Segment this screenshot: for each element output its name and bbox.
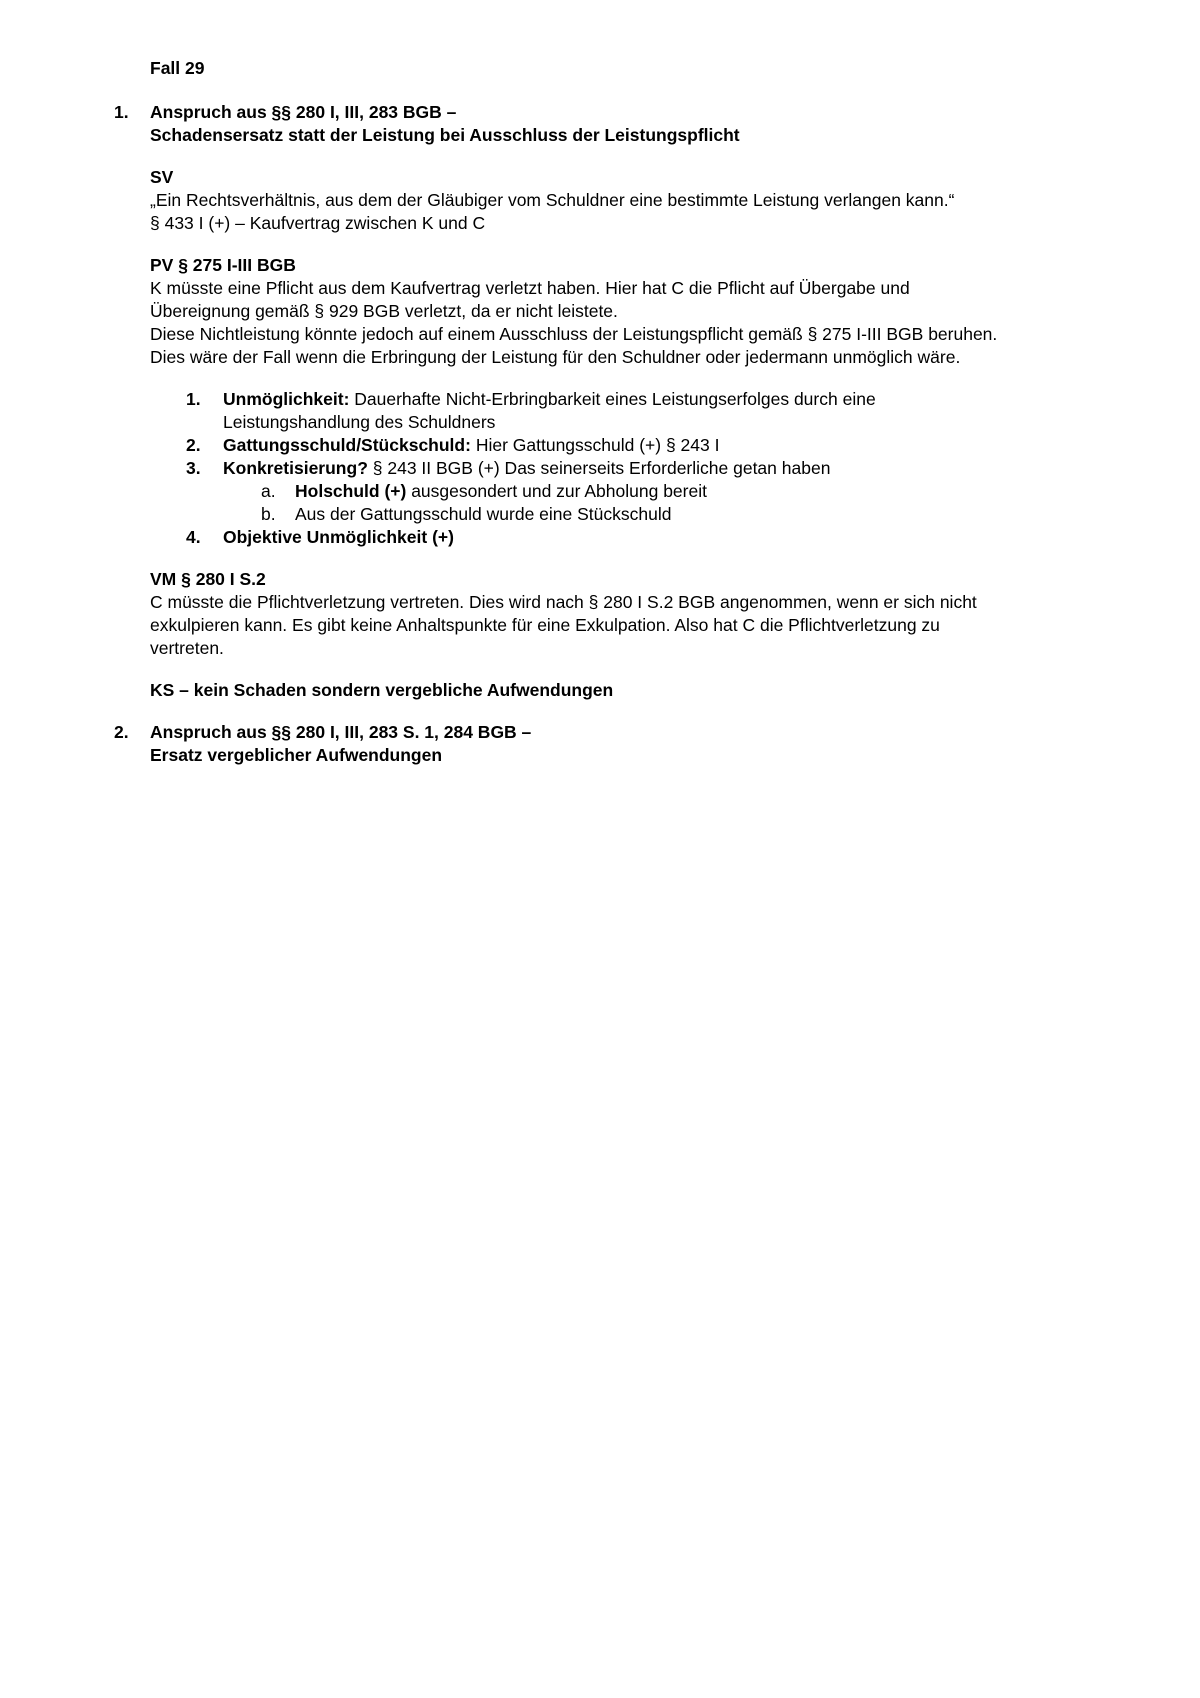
claim2-heading <box>0 721 1200 744</box>
list-item-number: 3. <box>186 458 201 478</box>
list-item-number: 1. <box>186 389 201 409</box>
list-item-continuation: Leistungshandlung des Schuldners <box>223 412 496 432</box>
pv-heading: PV § 275 I-III BGB <box>150 255 296 275</box>
claim2-number: 2. <box>114 722 129 742</box>
list-item-label: Objektive Unmöglichkeit (+) <box>223 527 454 547</box>
vm-heading: VM § 280 I S.2 <box>150 569 266 589</box>
sv-line: § 433 I (+) – Kaufvertrag zwischen K und C <box>150 213 486 233</box>
claim1-heading <box>0 101 1200 124</box>
list-item-text: Hier Gattungsschuld (+) § 243 I <box>470 435 720 455</box>
sublist-item-letter: b. <box>261 504 276 524</box>
list-item <box>0 526 1200 549</box>
document-body <box>0 57 1200 767</box>
claim1-subheading: Schadensersatz statt der Leistung bei Ausschluss der Leistungspflicht <box>150 125 740 145</box>
list-item-text: § 243 II BGB (+) Das seinerseits Erforderliche getan haben <box>367 458 831 478</box>
list-item-label: Konkretisierung? <box>223 458 368 478</box>
sublist-item <box>0 503 1200 526</box>
claim2-subheading: Ersatz vergeblicher Aufwendungen <box>150 745 443 765</box>
pv-line: Dies wäre der Fall wenn die Erbringung der Leistung für den Schuldner oder jedermann unmöglich wäre. <box>150 347 961 367</box>
vm-line: vertreten. <box>150 638 224 658</box>
vm-line: C müsste die Pflichtverletzung vertreten. Dies wird nach § 280 I S.2 BGB angenommen, wenn er sich nicht <box>150 592 977 612</box>
sublist-item-text: Aus der Gattungsschuld wurde eine Stückschuld <box>295 504 672 524</box>
sv-line: „Ein Rechtsverhältnis, aus dem der Gläubiger vom Schuldner eine bestimmte Leistung verlangen kann.“ <box>150 190 955 210</box>
sublist-item-letter: a. <box>261 481 276 501</box>
sublist-item-text: ausgesondert und zur Abholung bereit <box>406 481 707 501</box>
list-item-number: 2. <box>186 435 201 455</box>
list-item-text: Dauerhafte Nicht-Erbringbarkeit eines Leistungserfolges durch eine <box>349 389 876 409</box>
pv-line: K müsste eine Pflicht aus dem Kaufvertrag verletzt haben. Hier hat C die Pflicht auf Übergabe und <box>150 278 910 298</box>
sublist-item <box>0 480 1200 503</box>
ks-heading: KS – kein Schaden sondern vergebliche Aufwendungen <box>150 680 614 700</box>
claim1-number: 1. <box>114 102 129 122</box>
vm-line: exkulpieren kann. Es gibt keine Anhaltspunkte für eine Exkulpation. Also hat C die Pflichtverletzung zu <box>150 615 940 635</box>
pv-line: Übereignung gemäß § 929 BGB verletzt, da er nicht leistete. <box>150 301 618 321</box>
list-item-number: 4. <box>186 527 201 547</box>
list-item <box>0 457 1200 480</box>
list-item <box>0 388 1200 411</box>
pv-line: Diese Nichtleistung könnte jedoch auf einem Ausschluss der Leistungspflicht gemäß § 275 I-III BGB beruhen. <box>150 324 998 344</box>
claim2-heading-text: Anspruch aus §§ 280 I, III, 283 S. 1, 284 BGB – <box>150 722 532 742</box>
claim1-heading-text: Anspruch aus §§ 280 I, III, 283 BGB – <box>150 102 457 122</box>
case-title: Fall 29 <box>150 58 205 78</box>
list-item-label: Unmöglichkeit: <box>223 389 350 409</box>
list-item <box>0 434 1200 457</box>
list-item-label: Gattungsschuld/Stückschuld: <box>223 435 471 455</box>
sv-heading: SV <box>150 167 174 187</box>
sublist-item-label: Holschuld (+) <box>295 481 407 501</box>
